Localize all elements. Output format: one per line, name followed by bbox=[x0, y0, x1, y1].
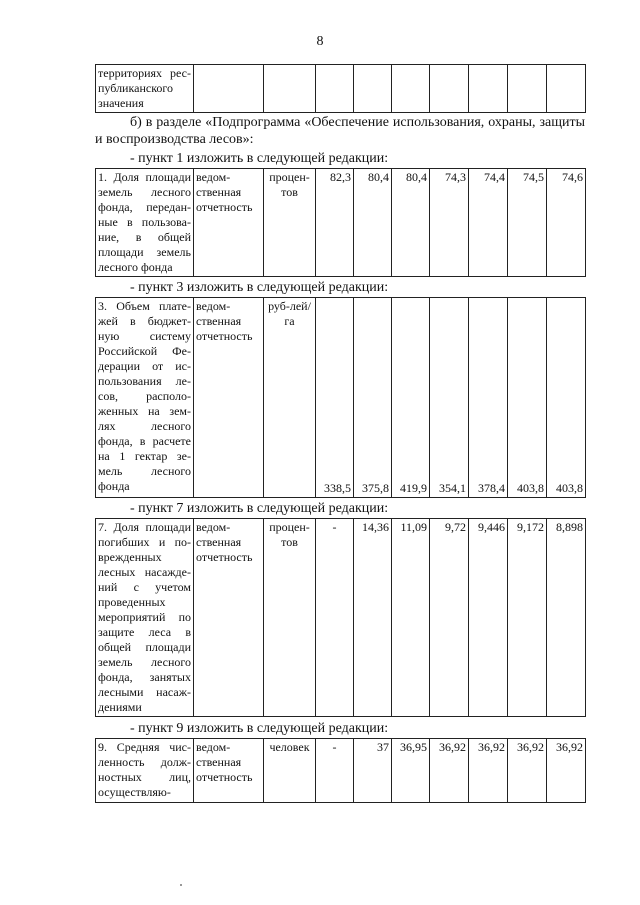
value-cell: - bbox=[316, 739, 354, 803]
indicator-name: 7. Доля площади погибших и по-врежденных лесных насажде-ний с учетом проведенных мероприятий по защите леса в общей площади земель лесного фонда, занятых лесными насаж-дениями bbox=[96, 519, 194, 717]
indicator-table-3 bbox=[95, 297, 586, 498]
subsection-heading: б) в разделе «Подпрограмма «Обеспечение использования, охраны, защиты и воспроизводства лесов»: bbox=[95, 115, 585, 147]
indicator-name: 3. Объем плате-жей в бюджет-ную систему Российской Фе-дерации от ис-пользования ле-сов, располо-женных на зем-лях лесного фонда, в расчете на 1 гектар зе-мель лесного фонда bbox=[96, 298, 194, 498]
value-cell: 80,4 bbox=[354, 169, 392, 277]
value-cell bbox=[547, 65, 586, 113]
indicator-name: территориях рес-публиканского значения bbox=[96, 65, 194, 113]
value-cell bbox=[508, 65, 547, 113]
value-cell: 36,92 bbox=[547, 739, 586, 803]
value-cell: 9,72 bbox=[430, 519, 469, 717]
value-cell: 375,8 bbox=[354, 298, 392, 498]
value-cell: 9,172 bbox=[508, 519, 547, 717]
value-cell bbox=[469, 65, 508, 113]
value-cell: 419,9 bbox=[392, 298, 430, 498]
value-cell: 338,5 bbox=[316, 298, 354, 498]
indicator-table-1 bbox=[95, 168, 586, 277]
unit-cell bbox=[264, 65, 316, 113]
value-cell: 74,5 bbox=[508, 169, 547, 277]
unit-cell: процен-тов bbox=[264, 169, 316, 277]
unit-cell: процен-тов bbox=[264, 519, 316, 717]
value-cell: 80,4 bbox=[392, 169, 430, 277]
value-cell: 82,3 bbox=[316, 169, 354, 277]
source-cell bbox=[194, 65, 264, 113]
continuation-table bbox=[95, 64, 586, 113]
value-cell: 378,4 bbox=[469, 298, 508, 498]
value-cell: 37 bbox=[354, 739, 392, 803]
source-cell: ведом-ственная отчетность bbox=[194, 298, 264, 498]
value-cell: 8,898 bbox=[547, 519, 586, 717]
scan-speck bbox=[180, 884, 182, 886]
clause-heading-3: - пункт 3 изложить в следующей редакции: bbox=[130, 280, 389, 295]
value-cell: 36,92 bbox=[430, 739, 469, 803]
value-cell bbox=[392, 65, 430, 113]
clause-heading-1: - пункт 1 изложить в следующей редакции: bbox=[130, 151, 389, 166]
indicator-name: 1. Доля площади земель лесного фонда, передан-ные в пользова-ние, в общей площади земель лесного фонда bbox=[96, 169, 194, 277]
value-cell: 9,446 bbox=[469, 519, 508, 717]
value-cell bbox=[316, 65, 354, 113]
clause-heading-9: - пункт 9 изложить в следующей редакции: bbox=[130, 721, 389, 736]
value-cell bbox=[354, 65, 392, 113]
value-cell: 36,92 bbox=[469, 739, 508, 803]
value-cell: 74,3 bbox=[430, 169, 469, 277]
value-cell: 14,36 bbox=[354, 519, 392, 717]
clause-heading-7: - пункт 7 изложить в следующей редакции: bbox=[130, 501, 389, 516]
value-cell bbox=[430, 65, 469, 113]
indicator-table-9 bbox=[95, 738, 586, 803]
value-cell: 74,4 bbox=[469, 169, 508, 277]
indicator-table-7 bbox=[95, 518, 586, 717]
source-cell: ведом-ственная отчетность bbox=[194, 519, 264, 717]
value-cell: 36,95 bbox=[392, 739, 430, 803]
value-cell: 403,8 bbox=[547, 298, 586, 498]
indicator-name: 9. Средняя чис-ленность долж-ностных лиц, осуществляю- bbox=[96, 739, 194, 803]
page-number: 8 bbox=[316, 34, 324, 49]
unit-cell: человек bbox=[264, 739, 316, 803]
source-cell: ведом-ственная отчетность bbox=[194, 739, 264, 803]
source-cell: ведом-ственная отчетность bbox=[194, 169, 264, 277]
value-cell: 74,6 bbox=[547, 169, 586, 277]
value-cell: 36,92 bbox=[508, 739, 547, 803]
value-cell: 354,1 bbox=[430, 298, 469, 498]
unit-cell: руб-лей/га bbox=[264, 298, 316, 498]
value-cell: - bbox=[316, 519, 354, 717]
value-cell: 403,8 bbox=[508, 298, 547, 498]
value-cell: 11,09 bbox=[392, 519, 430, 717]
